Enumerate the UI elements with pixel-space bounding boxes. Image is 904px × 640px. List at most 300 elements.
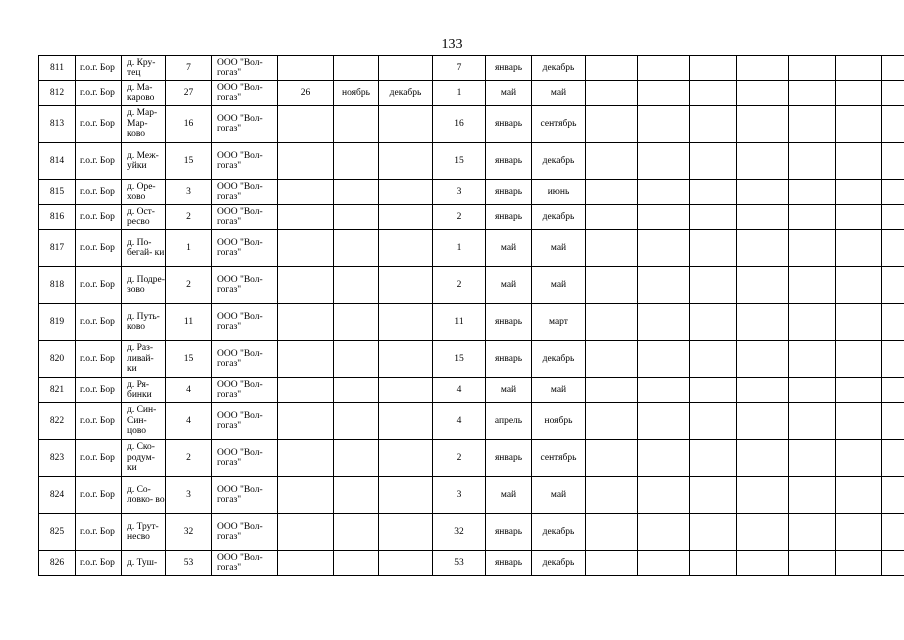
empty-cell <box>836 378 882 403</box>
empty-cell <box>882 403 904 440</box>
cell-district: г.о.г. Бор <box>76 551 122 576</box>
empty-cell <box>638 304 690 341</box>
cell-c4: 1 <box>433 230 486 267</box>
empty-cell <box>836 180 882 205</box>
empty-cell <box>638 267 690 304</box>
empty-cell <box>882 440 904 477</box>
empty-cell <box>638 477 690 514</box>
cell-c2 <box>334 551 379 576</box>
cell-c4: 4 <box>433 403 486 440</box>
table-row <box>39 267 904 304</box>
cell-c4: 11 <box>433 304 486 341</box>
empty-cell <box>836 403 882 440</box>
cell-village: д. Меж- уйки <box>122 143 166 180</box>
cell-no: 813 <box>39 106 76 143</box>
empty-cell <box>789 440 836 477</box>
cell-operator: ООО "Вол- гогаз" <box>212 477 278 514</box>
cell-c2 <box>334 304 379 341</box>
cell-c2 <box>334 56 379 81</box>
cell-count: 11 <box>166 304 212 341</box>
empty-cell <box>638 205 690 230</box>
empty-cell <box>882 514 904 551</box>
cell-c4: 1 <box>433 81 486 106</box>
empty-cell <box>836 230 882 267</box>
cell-c1 <box>278 106 334 143</box>
cell-c3 <box>379 180 433 205</box>
cell-m1: май <box>486 267 532 304</box>
cell-no: 824 <box>39 477 76 514</box>
table-row <box>39 304 904 341</box>
cell-m1: апрель <box>486 403 532 440</box>
empty-cell <box>789 477 836 514</box>
cell-district: г.о.г. Бор <box>76 56 122 81</box>
cell-operator: ООО "Вол- гогаз" <box>212 304 278 341</box>
cell-c2 <box>334 143 379 180</box>
cell-c3 <box>379 267 433 304</box>
cell-c3 <box>379 205 433 230</box>
empty-cell <box>690 403 737 440</box>
cell-no: 822 <box>39 403 76 440</box>
empty-cell <box>882 378 904 403</box>
empty-cell <box>690 205 737 230</box>
cell-village: д. Со- ловко- во <box>122 477 166 514</box>
cell-m2: сентябрь <box>532 440 586 477</box>
cell-district: г.о.г. Бор <box>76 143 122 180</box>
cell-no: 817 <box>39 230 76 267</box>
empty-cell <box>737 205 789 230</box>
cell-count: 2 <box>166 205 212 230</box>
empty-cell <box>737 180 789 205</box>
empty-cell <box>638 440 690 477</box>
cell-m2: март <box>532 304 586 341</box>
table-row <box>39 205 904 230</box>
cell-operator: ООО "Вол- гогаз" <box>212 403 278 440</box>
cell-village: д. Мар- Мар- ково <box>122 106 166 143</box>
cell-operator: ООО "Вол- гогаз" <box>212 205 278 230</box>
cell-count: 1 <box>166 230 212 267</box>
cell-m1: январь <box>486 341 532 378</box>
empty-cell <box>737 143 789 180</box>
empty-cell <box>586 551 638 576</box>
cell-c2: ноябрь <box>334 81 379 106</box>
empty-cell <box>789 551 836 576</box>
cell-c1: 26 <box>278 81 334 106</box>
empty-cell <box>690 56 737 81</box>
empty-cell <box>690 378 737 403</box>
empty-cell <box>737 378 789 403</box>
empty-cell <box>789 230 836 267</box>
empty-cell <box>638 378 690 403</box>
empty-cell <box>638 514 690 551</box>
cell-no: 814 <box>39 143 76 180</box>
empty-cell <box>586 304 638 341</box>
table-body <box>39 56 904 576</box>
cell-c3 <box>379 477 433 514</box>
empty-cell <box>882 180 904 205</box>
empty-cell <box>690 477 737 514</box>
cell-m2: май <box>532 477 586 514</box>
cell-m2: май <box>532 230 586 267</box>
empty-cell <box>638 143 690 180</box>
cell-c1 <box>278 267 334 304</box>
cell-c1 <box>278 143 334 180</box>
cell-m2: декабрь <box>532 143 586 180</box>
cell-m2: май <box>532 378 586 403</box>
cell-operator: ООО "Вол- гогаз" <box>212 106 278 143</box>
empty-cell <box>690 304 737 341</box>
cell-m1: январь <box>486 514 532 551</box>
empty-cell <box>737 81 789 106</box>
cell-c1 <box>278 180 334 205</box>
empty-cell <box>638 180 690 205</box>
empty-cell <box>586 180 638 205</box>
cell-village: д. Трут- несво <box>122 514 166 551</box>
cell-no: 815 <box>39 180 76 205</box>
cell-village: д. Туш- <box>122 551 166 576</box>
cell-village: д. Путь- ково <box>122 304 166 341</box>
empty-cell <box>836 514 882 551</box>
cell-operator: ООО "Вол- гогаз" <box>212 267 278 304</box>
cell-c4: 4 <box>433 378 486 403</box>
cell-c1 <box>278 56 334 81</box>
cell-c2 <box>334 378 379 403</box>
empty-cell <box>638 106 690 143</box>
cell-c3 <box>379 56 433 81</box>
empty-cell <box>638 551 690 576</box>
empty-cell <box>789 81 836 106</box>
cell-no: 812 <box>39 81 76 106</box>
empty-cell <box>690 143 737 180</box>
table-row <box>39 551 904 576</box>
empty-cell <box>836 106 882 143</box>
empty-cell <box>789 341 836 378</box>
cell-c2 <box>334 514 379 551</box>
cell-m1: январь <box>486 304 532 341</box>
empty-cell <box>789 143 836 180</box>
empty-cell <box>586 477 638 514</box>
empty-cell <box>586 267 638 304</box>
cell-no: 818 <box>39 267 76 304</box>
cell-district: г.о.г. Бор <box>76 106 122 143</box>
empty-cell <box>836 477 882 514</box>
cell-m2: сентябрь <box>532 106 586 143</box>
empty-cell <box>882 205 904 230</box>
cell-no: 820 <box>39 341 76 378</box>
cell-c2 <box>334 106 379 143</box>
empty-cell <box>586 440 638 477</box>
empty-cell <box>836 205 882 230</box>
empty-cell <box>690 551 737 576</box>
cell-m2: декабрь <box>532 56 586 81</box>
empty-cell <box>789 56 836 81</box>
empty-cell <box>882 267 904 304</box>
empty-cell <box>882 56 904 81</box>
cell-village: д. Син- Син- цово <box>122 403 166 440</box>
cell-district: г.о.г. Бор <box>76 477 122 514</box>
empty-cell <box>789 304 836 341</box>
cell-m1: январь <box>486 205 532 230</box>
cell-c1 <box>278 440 334 477</box>
cell-count: 4 <box>166 378 212 403</box>
empty-cell <box>737 440 789 477</box>
empty-cell <box>638 56 690 81</box>
cell-count: 3 <box>166 180 212 205</box>
cell-count: 16 <box>166 106 212 143</box>
cell-m1: май <box>486 378 532 403</box>
empty-cell <box>789 205 836 230</box>
empty-cell <box>690 230 737 267</box>
cell-c2 <box>334 341 379 378</box>
cell-operator: ООО "Вол- гогаз" <box>212 56 278 81</box>
cell-c1 <box>278 205 334 230</box>
cell-no: 819 <box>39 304 76 341</box>
empty-cell <box>586 230 638 267</box>
cell-c2 <box>334 403 379 440</box>
cell-c4: 3 <box>433 477 486 514</box>
cell-c2 <box>334 230 379 267</box>
empty-cell <box>690 81 737 106</box>
empty-cell <box>638 81 690 106</box>
empty-cell <box>586 341 638 378</box>
cell-m1: январь <box>486 180 532 205</box>
cell-count: 15 <box>166 341 212 378</box>
cell-c2 <box>334 440 379 477</box>
cell-c2 <box>334 267 379 304</box>
cell-c3 <box>379 440 433 477</box>
cell-c3 <box>379 551 433 576</box>
empty-cell <box>789 514 836 551</box>
cell-m1: январь <box>486 440 532 477</box>
empty-cell <box>789 180 836 205</box>
cell-district: г.о.г. Бор <box>76 230 122 267</box>
cell-operator: ООО "Вол- гогаз" <box>212 378 278 403</box>
empty-cell <box>737 551 789 576</box>
cell-no: 826 <box>39 551 76 576</box>
table-row <box>39 143 904 180</box>
cell-c1 <box>278 304 334 341</box>
cell-c4: 15 <box>433 143 486 180</box>
table-row <box>39 230 904 267</box>
cell-c3 <box>379 403 433 440</box>
cell-operator: ООО "Вол- гогаз" <box>212 341 278 378</box>
table-row <box>39 56 904 81</box>
cell-count: 53 <box>166 551 212 576</box>
cell-c1 <box>278 403 334 440</box>
cell-no: 821 <box>39 378 76 403</box>
empty-cell <box>789 378 836 403</box>
cell-operator: ООО "Вол- гогаз" <box>212 551 278 576</box>
cell-c3 <box>379 341 433 378</box>
cell-operator: ООО "Вол- гогаз" <box>212 81 278 106</box>
empty-cell <box>737 106 789 143</box>
table-row <box>39 477 904 514</box>
empty-cell <box>586 403 638 440</box>
cell-m1: январь <box>486 143 532 180</box>
cell-m2: ноябрь <box>532 403 586 440</box>
empty-cell <box>586 56 638 81</box>
cell-c4: 7 <box>433 56 486 81</box>
empty-cell <box>737 477 789 514</box>
empty-cell <box>586 378 638 403</box>
empty-cell <box>737 341 789 378</box>
empty-cell <box>586 514 638 551</box>
empty-cell <box>638 403 690 440</box>
cell-operator: ООО "Вол- гогаз" <box>212 230 278 267</box>
empty-cell <box>836 304 882 341</box>
cell-c3 <box>379 514 433 551</box>
empty-cell <box>789 403 836 440</box>
cell-count: 2 <box>166 440 212 477</box>
cell-c4: 16 <box>433 106 486 143</box>
cell-c1 <box>278 551 334 576</box>
empty-cell <box>836 56 882 81</box>
empty-cell <box>789 106 836 143</box>
cell-m2: декабрь <box>532 551 586 576</box>
empty-cell <box>882 230 904 267</box>
empty-cell <box>737 267 789 304</box>
cell-count: 27 <box>166 81 212 106</box>
table-row <box>39 81 904 106</box>
empty-cell <box>690 180 737 205</box>
table-row <box>39 106 904 143</box>
empty-cell <box>586 106 638 143</box>
empty-cell <box>690 514 737 551</box>
cell-district: г.о.г. Бор <box>76 304 122 341</box>
cell-operator: ООО "Вол- гогаз" <box>212 180 278 205</box>
cell-count: 15 <box>166 143 212 180</box>
cell-c3 <box>379 143 433 180</box>
cell-c4: 2 <box>433 205 486 230</box>
cell-c3 <box>379 378 433 403</box>
cell-district: г.о.г. Бор <box>76 514 122 551</box>
empty-cell <box>836 551 882 576</box>
empty-cell <box>690 440 737 477</box>
cell-village: д. Ма- карово <box>122 81 166 106</box>
cell-c1 <box>278 514 334 551</box>
cell-village: д. Ост- ресво <box>122 205 166 230</box>
empty-cell <box>882 341 904 378</box>
cell-m2: декабрь <box>532 514 586 551</box>
empty-cell <box>882 81 904 106</box>
cell-c4: 15 <box>433 341 486 378</box>
cell-village: д. Ско- родум- ки <box>122 440 166 477</box>
cell-village: д. Кру- тец <box>122 56 166 81</box>
cell-village: д. По- бегай- ки <box>122 230 166 267</box>
cell-m2: декабрь <box>532 341 586 378</box>
empty-cell <box>737 56 789 81</box>
cell-no: 825 <box>39 514 76 551</box>
cell-m1: май <box>486 81 532 106</box>
cell-district: г.о.г. Бор <box>76 180 122 205</box>
cell-operator: ООО "Вол- гогаз" <box>212 143 278 180</box>
empty-cell <box>638 341 690 378</box>
empty-cell <box>690 106 737 143</box>
data-table <box>38 55 904 576</box>
empty-cell <box>882 477 904 514</box>
empty-cell <box>836 81 882 106</box>
empty-cell <box>737 304 789 341</box>
empty-cell <box>836 143 882 180</box>
cell-village: д. Ря- бинки <box>122 378 166 403</box>
cell-c4: 2 <box>433 440 486 477</box>
empty-cell <box>737 403 789 440</box>
empty-cell <box>586 143 638 180</box>
cell-district: г.о.г. Бор <box>76 403 122 440</box>
table-row <box>39 440 904 477</box>
cell-operator: ООО "Вол- гогаз" <box>212 514 278 551</box>
cell-no: 811 <box>39 56 76 81</box>
cell-m1: январь <box>486 551 532 576</box>
cell-m2: июнь <box>532 180 586 205</box>
cell-district: г.о.г. Бор <box>76 81 122 106</box>
empty-cell <box>638 230 690 267</box>
cell-c3 <box>379 106 433 143</box>
cell-count: 32 <box>166 514 212 551</box>
cell-village: д. Раз- ливай- ки <box>122 341 166 378</box>
cell-district: г.о.г. Бор <box>76 440 122 477</box>
table-row <box>39 514 904 551</box>
table-row <box>39 378 904 403</box>
cell-count: 2 <box>166 267 212 304</box>
cell-c1 <box>278 341 334 378</box>
cell-c3 <box>379 304 433 341</box>
cell-c2 <box>334 205 379 230</box>
cell-c1 <box>278 378 334 403</box>
cell-m1: май <box>486 230 532 267</box>
empty-cell <box>586 81 638 106</box>
cell-count: 7 <box>166 56 212 81</box>
cell-district: г.о.г. Бор <box>76 267 122 304</box>
cell-village: д. Оре- хово <box>122 180 166 205</box>
cell-village: д. Подре- зово <box>122 267 166 304</box>
empty-cell <box>836 267 882 304</box>
empty-cell <box>737 230 789 267</box>
cell-operator: ООО "Вол- гогаз" <box>212 440 278 477</box>
empty-cell <box>882 106 904 143</box>
empty-cell <box>737 514 789 551</box>
empty-cell <box>690 341 737 378</box>
cell-count: 3 <box>166 477 212 514</box>
cell-c2 <box>334 180 379 205</box>
cell-c4: 53 <box>433 551 486 576</box>
empty-cell <box>882 551 904 576</box>
table-row <box>39 180 904 205</box>
cell-c3 <box>379 230 433 267</box>
table-row <box>39 403 904 440</box>
cell-c4: 32 <box>433 514 486 551</box>
empty-cell <box>836 341 882 378</box>
cell-count: 4 <box>166 403 212 440</box>
cell-district: г.о.г. Бор <box>76 341 122 378</box>
table-row <box>39 341 904 378</box>
page-number: 133 <box>441 37 463 52</box>
empty-cell <box>836 440 882 477</box>
cell-m2: май <box>532 267 586 304</box>
cell-m1: январь <box>486 106 532 143</box>
cell-c4: 2 <box>433 267 486 304</box>
cell-c1 <box>278 230 334 267</box>
cell-m2: май <box>532 81 586 106</box>
cell-c2 <box>334 477 379 514</box>
cell-district: г.о.г. Бор <box>76 378 122 403</box>
empty-cell <box>690 267 737 304</box>
cell-no: 823 <box>39 440 76 477</box>
empty-cell <box>586 205 638 230</box>
empty-cell <box>882 304 904 341</box>
cell-m2: декабрь <box>532 205 586 230</box>
empty-cell <box>789 267 836 304</box>
cell-m1: январь <box>486 56 532 81</box>
